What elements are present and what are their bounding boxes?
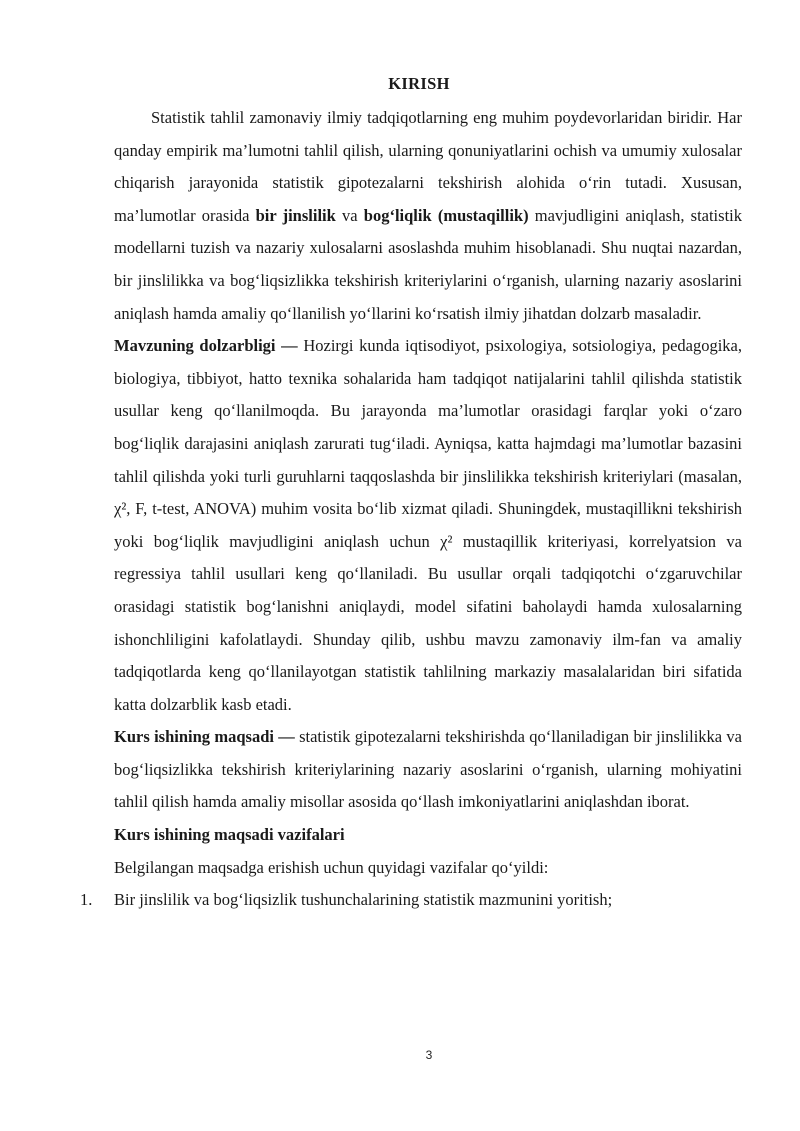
intro-text-1: Statistik tahlil zamonaviy ilmiy tadqiqotlarning eng muhim poydevorlaridan biridir. Har qanday empirik ma’lumotni tahlil qilish, ularning qonuniyatlarini ochish va umumiy xulosalar chiqarish jarayonida statistik gipotezalarni tekshirish alohida o‘rin tutadi. Xususan, ma’lumotlar orasida (114, 108, 742, 225)
goal-text: statistik gipotezalarni tekshirishda qo‘llaniladigan bir jinslilikka va bog‘liqsizlikka tekshirish kriteriylarining nazariy asoslarini o‘rganish, ularning mohiyatini tahlil qilish hamda amaliy misollar asosida qo‘llash imkoniyatlarini aniqlashdan iborat. (114, 727, 743, 812)
intro-bold-term-2: bog‘liqlik (mustaqillik) (363, 205, 529, 225)
intro-text-3: mavjudligini aniqlash, statistik modellarni tuzish va nazariy xulosalarni asoslashda muhim hisoblanadi. Shu nuqtai nazardan, bir jinslilikka va bog‘liqsizlikka tekshirish kriteriylarini o‘rganish, ularning nazariy asoslarini aniqlash hamda amaliy qo‘llanilish yo‘llarini ko‘rsatish ilmiy jihatdan dolzarb masaladir. (114, 205, 742, 323)
intro-text-2: va (335, 205, 364, 225)
relevance-label: Mavzuning dolzarbligi — (114, 336, 298, 356)
relevance-text: Hozirgi kunda iqtisodiyot, psixologiya, sotsiologiya, pedagogika, biologiya, tibbiyot, hatto texnika sohalarida ham tadqiqot natijalarini tahlil qilishda statistik usullar keng qo‘llanilmoqda. Bu jarayonda ma’lumotlar orasidagi farqlar yoki o‘zaro bog‘liqlik darajasini aniqlash zarurati tug‘iladi. Ayniqsa, katta hajmdagi ma’lumotlar bazasini tahlil qilishda yoki turli guruhlarni taqqoslashda bir jinslilikka tekshirish kriteriylari (masalan, χ², F, t-test, ANOVA) muhim vosita bo‘lib xizmat qiladi. Shuningdek, mustaqillikni tekshirish yoki bog‘liqlik mavjudligini aniqlash uchun χ² mustaqillik kriteriyasi, korrelyatsion va regressiya tahlil usullari keng qo‘llaniladi. Bu usullar orqali tadqiqotchi o‘zgaruvchilar orasidagi statistik bog‘lanishni aniqlaydi, model sifatini baholaydi hamda xulosalarning ishonchliligini kafolatlaydi. Shunday qilib, ushbu mavzu zamonaviy ilm-fan va amaliy tadqiqotlarda keng qo‘llanilayotgan statistik tahlilning markaziy masalalaridan biri sifatida katta dolzarblik kasb etadi. (114, 336, 742, 714)
relevance-paragraph (114, 330, 742, 721)
goal-paragraph (114, 721, 742, 819)
list-item-text: Bir jinslilik va bog‘liqsizlik tushunchalarining statistik mazmunini yoritish; (114, 890, 613, 910)
page-number: 3 (425, 1048, 433, 1062)
tasks-intro: Belgilangan maqsadga erishish uchun quyidagi vazifalar qo‘yildi: (114, 857, 549, 877)
list-item (80, 884, 742, 917)
list-item-number: 1. (80, 890, 93, 910)
intro-bold-term-1: bir jinslilik (255, 205, 336, 225)
intro-paragraph (114, 102, 742, 330)
tasks-heading-text: Kurs ishining maqsadi vazifalari (114, 825, 345, 845)
goal-label: Kurs ishining maqsadi — (114, 727, 295, 747)
document-body (80, 102, 743, 917)
section-heading: KIRISH (388, 74, 450, 93)
tasks-heading (114, 819, 742, 852)
